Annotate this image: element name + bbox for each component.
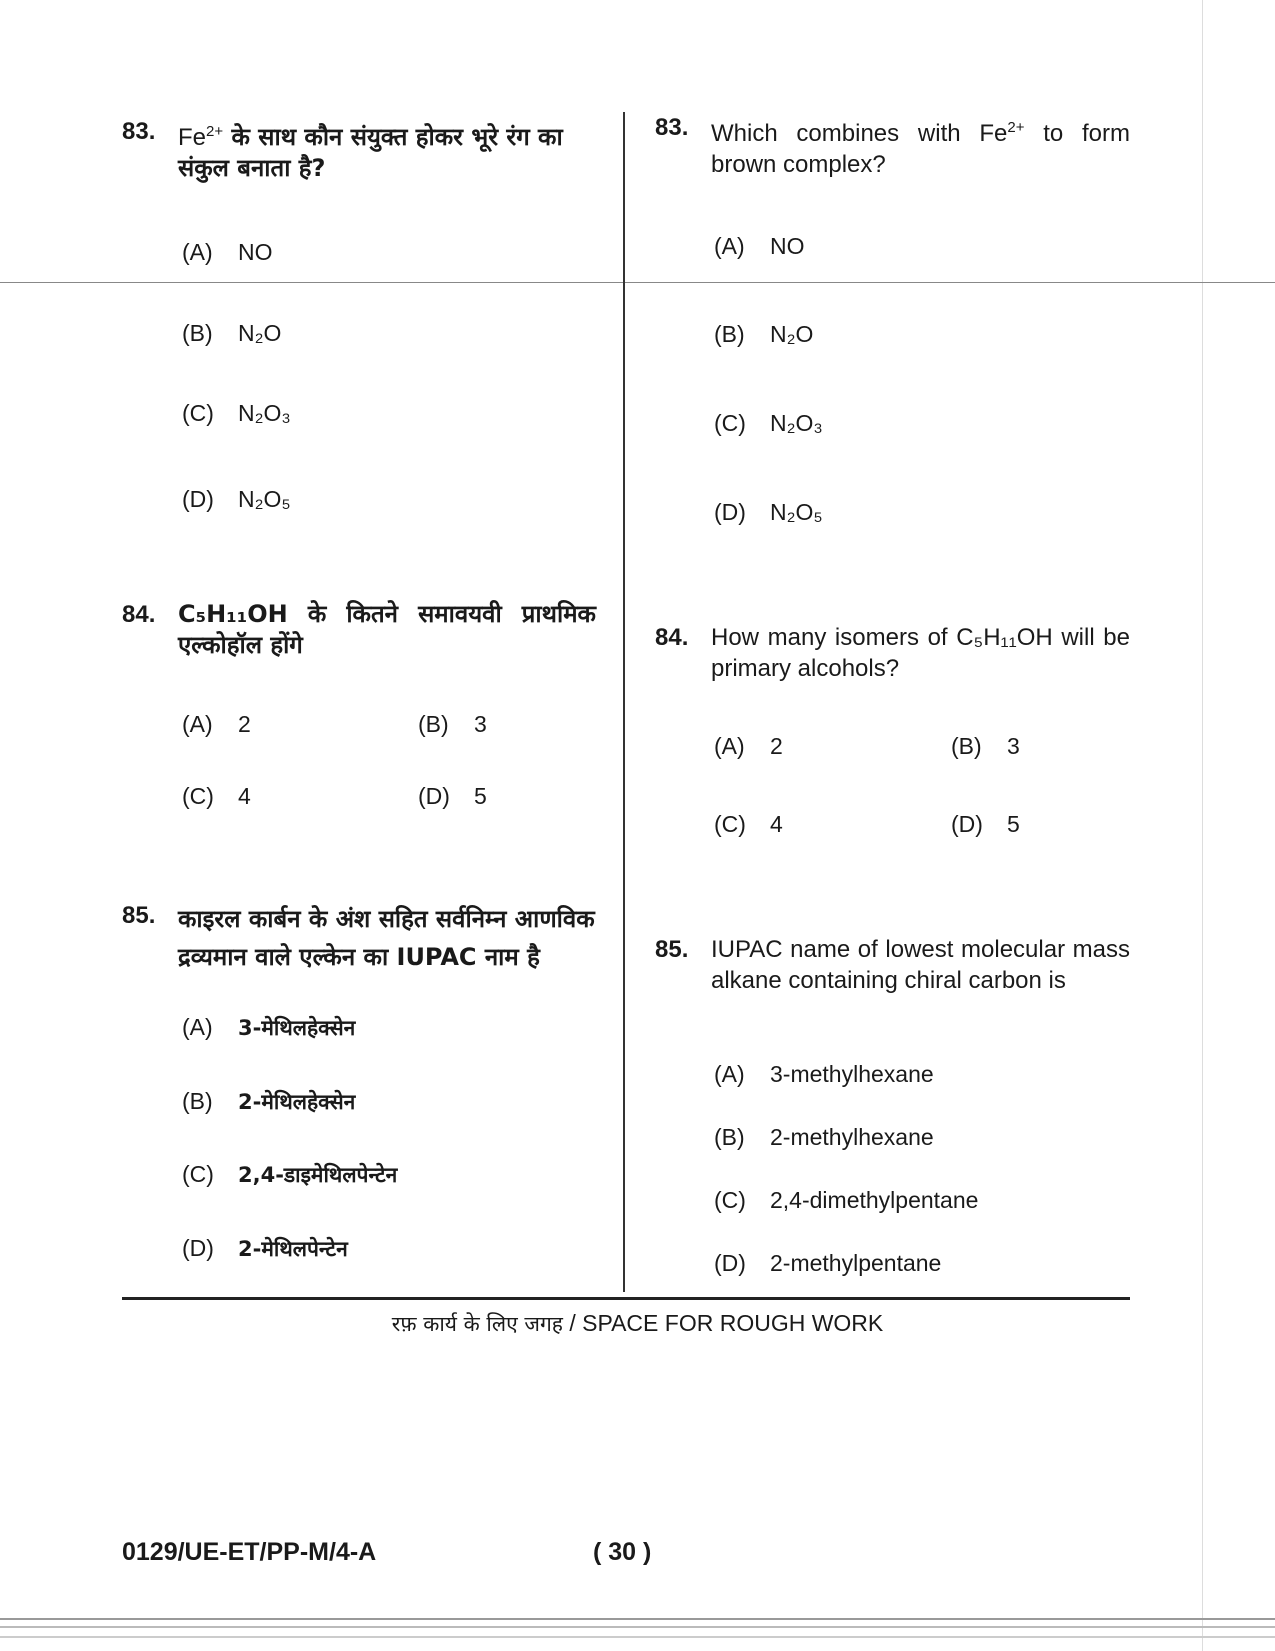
option-b: (B) 3: [418, 711, 487, 737]
question-text: C₅H₁₁OH के कितने समावयवी प्राथमिक एल्कोहॉल होंगे: [178, 600, 596, 659]
option-d: (D) 2-methylpentane: [714, 1250, 942, 1276]
option-d: (D) 2-मेथिलपेन्टेन: [182, 1235, 348, 1261]
scan-edge-line: [1202, 0, 1203, 1651]
column-divider: [623, 112, 625, 1292]
option-d: (D) 5: [951, 811, 1020, 837]
option-b: (B) 2-methylhexane: [714, 1124, 934, 1150]
option-a: (A) 2: [182, 711, 251, 737]
question-number: 85.: [655, 936, 689, 963]
option-c: (C) N₂O₃: [714, 410, 823, 436]
option-b: (B) 2-मेथिलहेक्सेन: [182, 1088, 356, 1114]
question-text: Which combines with $Fe^{2+}$ to form brown complex?: [711, 119, 1130, 178]
paper-code: 0129/UE-ET/PP-M/4-A: [122, 1538, 377, 1566]
bottom-rule: [122, 1297, 1130, 1300]
scan-edge-line: [0, 1626, 1275, 1628]
option-a: (A) 3-मेथिलहेक्सेन: [182, 1014, 356, 1040]
option-a: (A) NO: [714, 233, 805, 259]
option-c: (C) 4: [182, 783, 251, 809]
option-a: (A) 3-methylhexane: [714, 1061, 934, 1087]
option-d: (D) N₂O₅: [714, 499, 823, 525]
question-number: 85.: [122, 902, 156, 929]
option-a: (A) 2: [714, 733, 783, 759]
question-text: How many isomers of C₅H₁₁OH will be primary alcohols?: [711, 624, 1130, 682]
question-text: $Fe^{2+}$ के साथ कौन संयुक्त होकर भूरे रंग का संकुल बनाता है?: [178, 123, 563, 182]
rough-work-label: रफ़ कार्य के लिए जगह / SPACE FOR ROUGH WORK: [391, 1310, 884, 1336]
question-number: 83.: [655, 114, 689, 141]
question-text: काइरल कार्बन के अंश सहित सर्वनिम्न आणविक द्रव्यमान वाले एल्केन का IUPAC नाम है: [178, 905, 595, 971]
scan-edge-line: [0, 1636, 1275, 1638]
question-number: 84.: [122, 601, 156, 628]
option-c: (C) 2,4-dimethylpentane: [714, 1187, 979, 1213]
option-d: (D) 5: [418, 783, 487, 809]
option-d: (D) N₂O₅: [182, 486, 291, 512]
option-a: (A) NO: [182, 239, 273, 265]
option-c: (C) N₂O₃: [182, 400, 291, 426]
question-text: IUPAC name of lowest molecular mass alkane containing chiral carbon is: [711, 936, 1130, 994]
scan-edge-line: [0, 1618, 1275, 1620]
option-b: (B) N₂O: [182, 320, 282, 346]
page-number: ( 30 ): [593, 1538, 652, 1566]
scan-fold-line: [0, 282, 1275, 283]
option-c: (C) 4: [714, 811, 783, 837]
option-b: (B) N₂O: [714, 321, 814, 347]
question-number: 84.: [655, 624, 689, 651]
question-number: 83.: [122, 118, 156, 145]
option-b: (B) 3: [951, 733, 1020, 759]
option-c: (C) 2,4-डाइमेथिलपेन्टेन: [182, 1161, 398, 1187]
